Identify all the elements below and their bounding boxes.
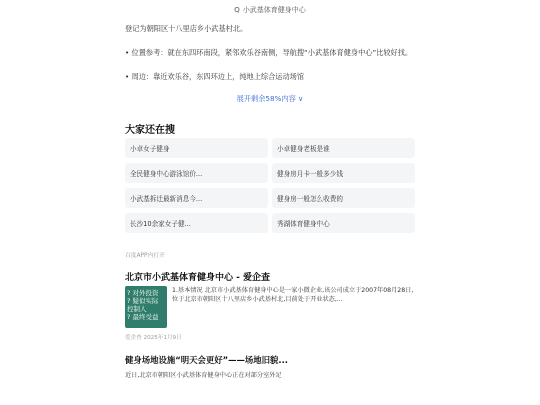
also-search-title: 大家还在搜 xyxy=(125,125,175,136)
also-search-chip[interactable]: 健身房月卡一般多少钱 xyxy=(272,163,415,183)
result-snippet: 1.基本情况 北京市小武基体育健身中心是一家小微企业,该公司成立于2007年08月28日,位于北京市朝阳区十八里店乡小武基村北,目前处于开业状态,... xyxy=(172,287,414,303)
search-icon: Q xyxy=(234,6,240,14)
also-search-chip[interactable]: 长沙10余家女子健... xyxy=(125,213,268,233)
result-snippet: 近日,北京市朝阳区小武基体育健身中心正在对部分室外足 xyxy=(125,372,282,379)
search-query-title: 小武基体育健身中心 xyxy=(242,6,306,14)
also-search-chip[interactable]: 全民健身中心游泳馆价... xyxy=(125,163,268,183)
result-title-link[interactable]: 北京市小武基体育健身中心 - 爱企查 xyxy=(125,273,271,283)
also-search-chip[interactable]: 小卓健身老板是谁 xyxy=(272,138,415,158)
result-source-date: 爱企查 2025年1月9日 xyxy=(125,335,182,341)
thumbnail-text: ? 疑似实际 xyxy=(127,297,159,305)
article-paragraph: • 周边：靠近欢乐谷，东四环边上，纯地上综合运动场馆 xyxy=(125,72,305,81)
thumbnail-text: ? 对外投资 xyxy=(127,289,159,297)
result-card[interactable] xyxy=(125,286,415,336)
article-paragraph: 登记为朝阳区十八里店乡小武基村北。 xyxy=(125,24,248,33)
thumbnail-text: ? 最终受益 xyxy=(127,313,159,321)
result-title-link[interactable]: 健身场地设施“明天会更好”——场地旧貌... xyxy=(125,355,288,365)
thumbnail-text: 控制人 xyxy=(127,305,147,313)
also-search-chip[interactable]: 秀湖体育健身中心 xyxy=(272,213,415,233)
also-search-chip[interactable]: 小卓女子健身 xyxy=(125,138,268,158)
open-in-app-note[interactable]: 百度APP内打开 xyxy=(125,253,165,259)
result-thumbnail[interactable] xyxy=(125,286,167,328)
expand-more-link[interactable]: 展开剩余58%内容 ∨ xyxy=(236,94,304,103)
also-search-chip[interactable]: 健身房一般怎么收费的 xyxy=(272,188,415,208)
also-search-chip[interactable]: 小武基拆迁最新消息今... xyxy=(125,188,268,208)
article-paragraph: • 位置参考：就在东四环南段，紧邻欢乐谷南侧，导航搜“小武基体育健身中心”比较好找。 xyxy=(125,48,413,57)
top-search-bar[interactable] xyxy=(0,0,540,20)
also-search-grid xyxy=(125,138,415,233)
